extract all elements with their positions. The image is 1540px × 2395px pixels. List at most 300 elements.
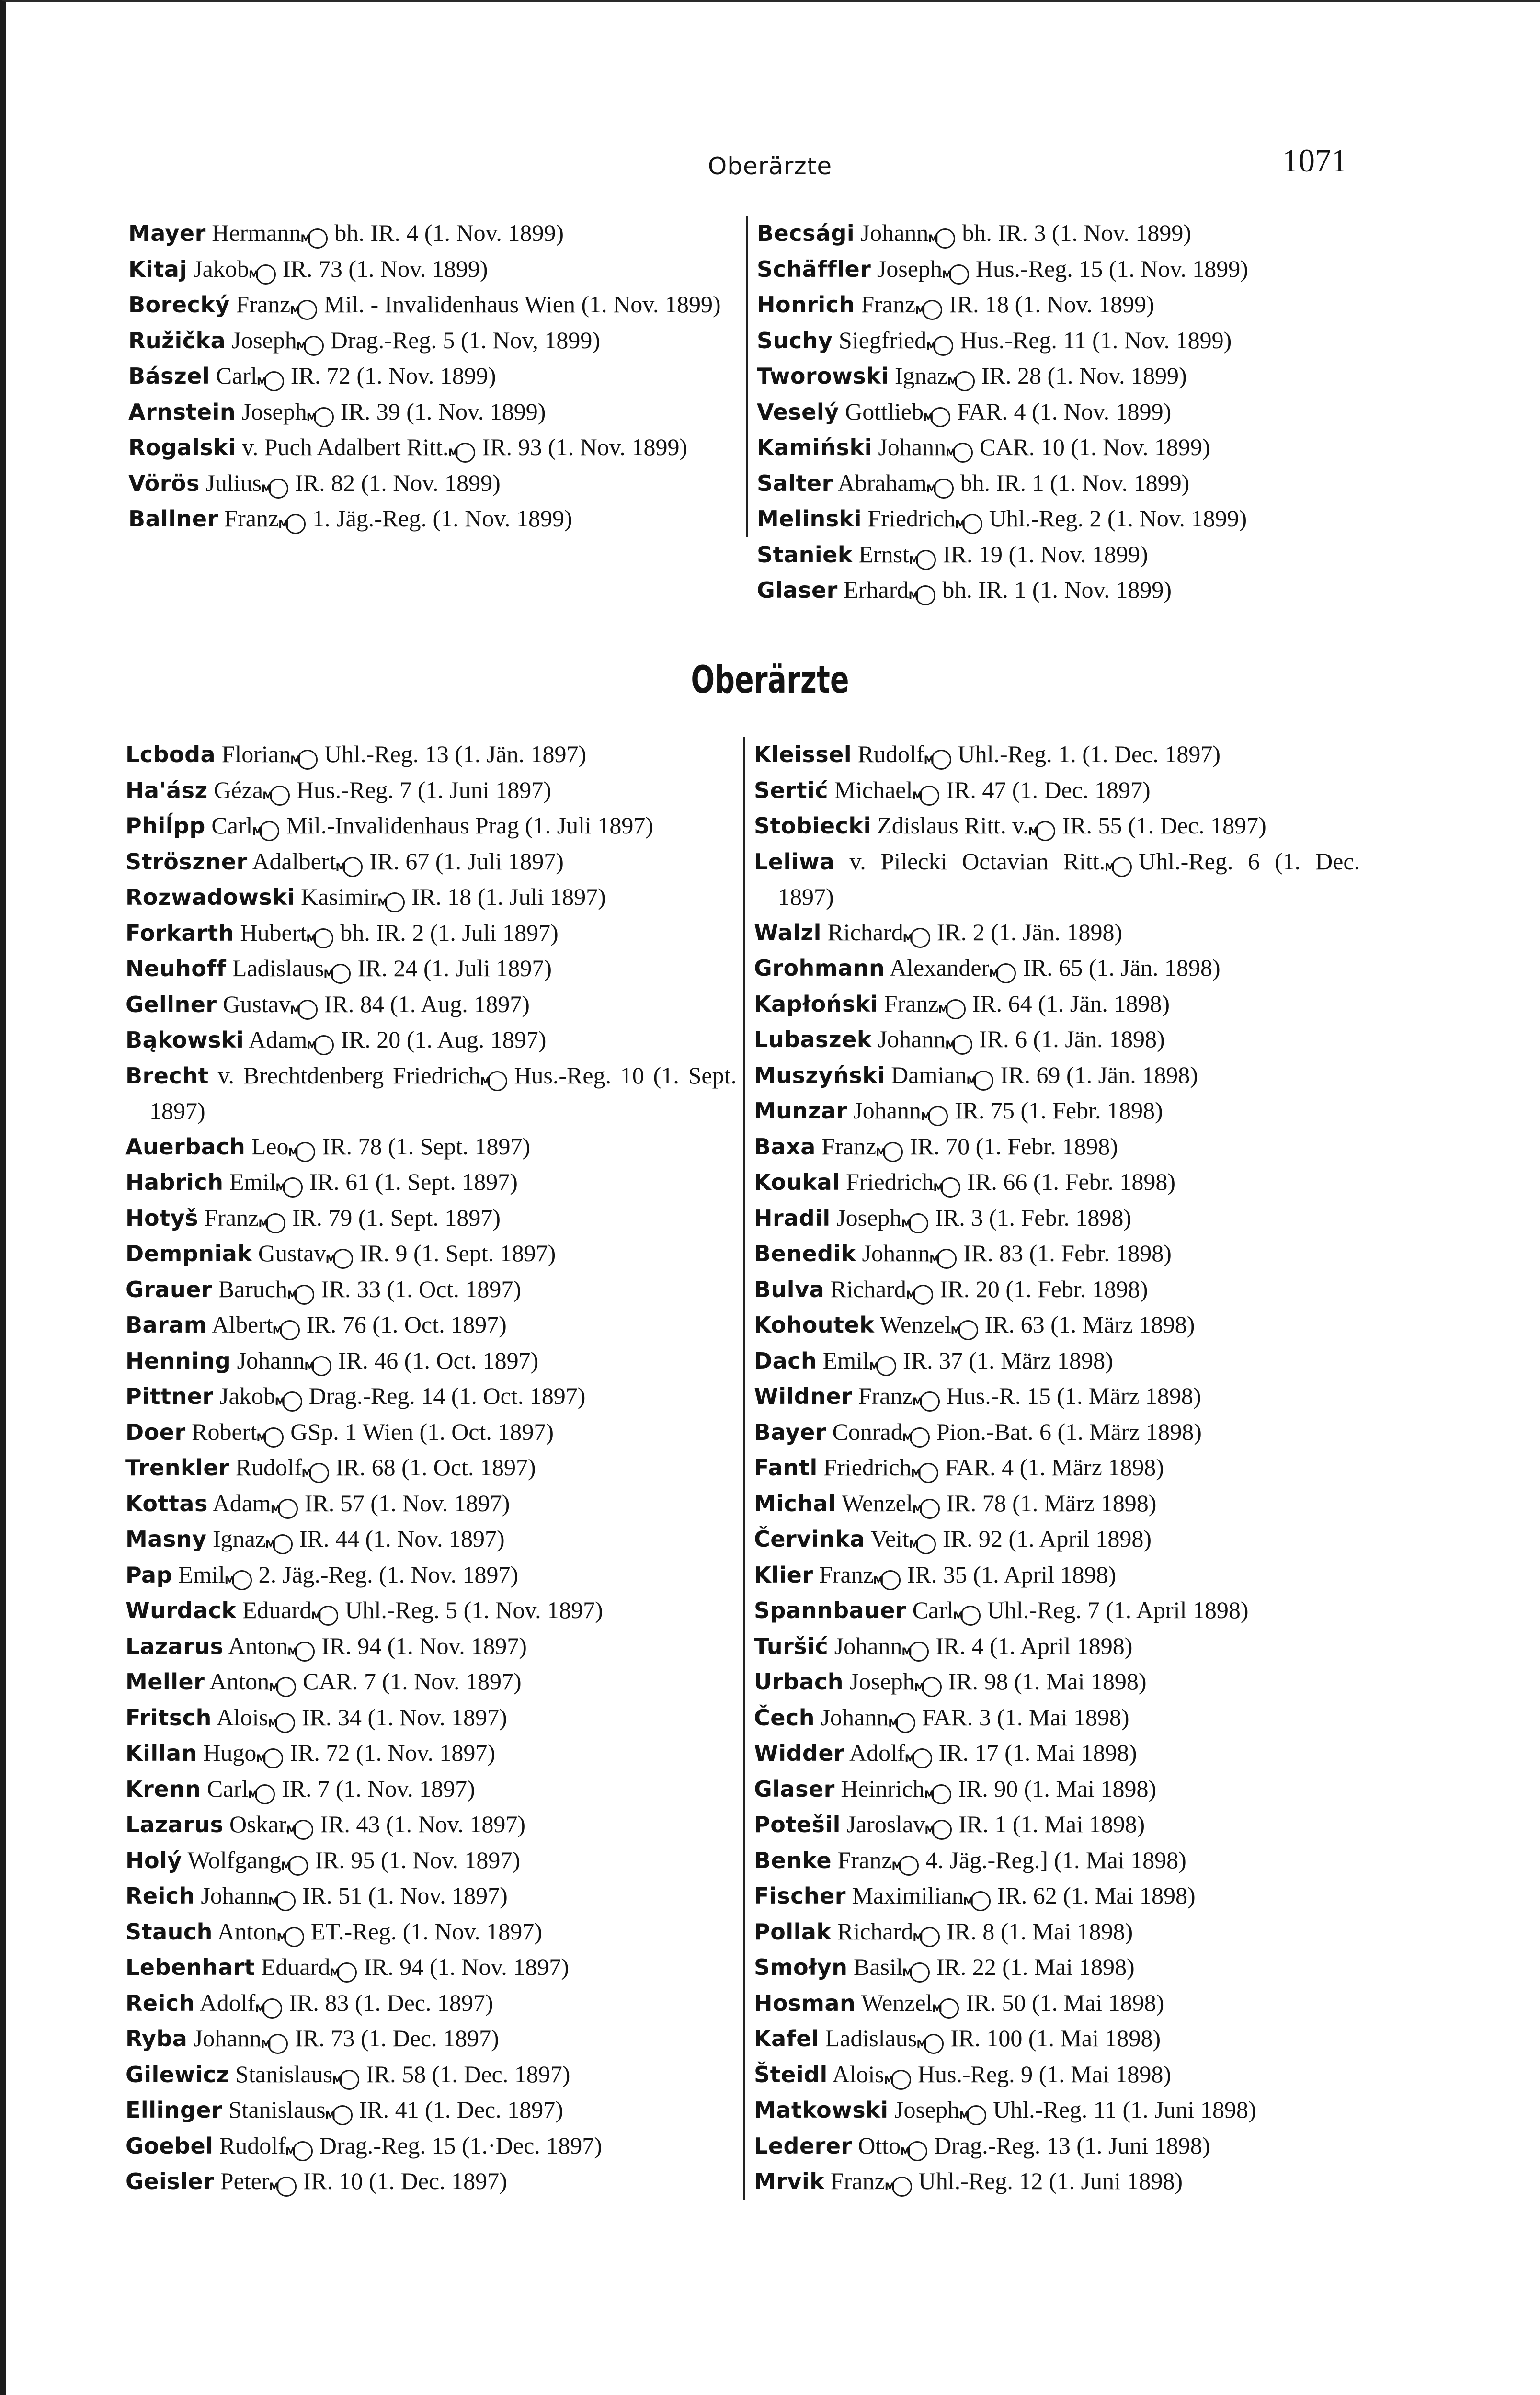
- entry-surname: Becsági: [757, 220, 855, 246]
- entry-surname: Reich: [125, 1883, 195, 1909]
- entry-given-name: Joseph: [877, 255, 942, 282]
- entry-surname: Widder: [754, 1740, 845, 1766]
- entry-unit-date: IR. 2 (1. Jän. 1898): [936, 918, 1123, 946]
- circled-m-icon: M: [318, 1606, 338, 1626]
- circled-m-icon: M: [342, 857, 363, 877]
- roster-entry: [754, 1629, 1360, 1665]
- entry-unit-date: Uhl.-Reg. 12 (1. Juni 1898): [918, 2167, 1183, 2194]
- roster-entry: [754, 1236, 1360, 1272]
- entry-surname: Ha'ász: [125, 777, 208, 803]
- entry-surname: Meller: [125, 1669, 205, 1695]
- circled-m-icon: M: [313, 928, 333, 948]
- circled-m-icon: M: [309, 1463, 329, 1483]
- entry-given-name: Carl: [912, 1597, 954, 1623]
- entry-unit-date: IR. 63 (1. März 1898): [984, 1311, 1195, 1338]
- roster-entry: [754, 1557, 1360, 1593]
- roster-entry: [757, 466, 1363, 502]
- entry-unit-date: IR. 9 (1. Sept. 1897): [359, 1240, 556, 1266]
- entry-unit-date: bh. IR. 1 (1. Nov. 1899): [942, 576, 1172, 603]
- circled-m-icon: M: [297, 300, 317, 320]
- circled-m-icon: M: [293, 2141, 313, 2161]
- entry-unit-date: Uhl.-Reg. 5 (1. Nov. 1897): [345, 1597, 603, 1623]
- roster-entry: [754, 1843, 1360, 1879]
- entry-surname: Potešil: [754, 1812, 841, 1837]
- circled-m-icon: M: [924, 2034, 944, 2054]
- entry-unit-date: IR. 20 (1. Febr. 1898): [939, 1275, 1148, 1302]
- entry-unit-date: IR. 4 (1. April 1898): [935, 1632, 1133, 1659]
- roster-entry: [125, 773, 737, 809]
- entry-surname: Melinski: [757, 506, 862, 532]
- entry-surname: Rozwadowski: [125, 884, 295, 910]
- roster-entry: [754, 2128, 1360, 2164]
- roster-entry: [125, 1843, 737, 1879]
- entry-unit-date: Uhl.-Reg. 11 (1. Juni 1898): [993, 2096, 1256, 2123]
- circled-m-icon: M: [910, 1427, 930, 1448]
- entry-surname: Kitaj: [128, 256, 187, 282]
- entry-unit-date: IR. 72 (1. Nov. 1897): [290, 1739, 496, 1766]
- circled-m-icon: M: [297, 1000, 318, 1020]
- circled-m-icon: M: [276, 2177, 297, 2197]
- roster-entry: [757, 358, 1363, 394]
- entry-surname: Urbach: [754, 1669, 844, 1695]
- roster-entry: [128, 287, 740, 323]
- entry-given-name: Hugo: [203, 1739, 257, 1766]
- entry-given-name: Alexander: [890, 954, 990, 981]
- entry-unit-date: Hus.-R. 15 (1. März 1898): [946, 1382, 1201, 1409]
- entry-given-name: Emil: [229, 1168, 276, 1195]
- roster-entry: [128, 251, 740, 287]
- entry-given-name: Jakob: [193, 255, 249, 282]
- circled-m-icon: M: [304, 336, 324, 356]
- entry-unit-date: ET.-Reg. (1. Nov. 1897): [310, 1917, 542, 1945]
- entry-surname: Grohmann: [754, 955, 885, 981]
- entry-given-name: Hubert: [240, 919, 307, 946]
- entry-unit-date: IR. 82 (1. Nov. 1899): [295, 469, 501, 496]
- entry-unit-date: IR. 94 (1. Nov. 1897): [364, 1953, 569, 1980]
- entry-given-name: Wenzel: [861, 1989, 933, 2016]
- entry-unit-date: 4. Jäg.-Reg.] (1. Mai 1898): [925, 1846, 1186, 1873]
- roster-entry: [125, 1236, 737, 1272]
- roster-entry: [754, 1807, 1360, 1843]
- roster-entry: [754, 1164, 1360, 1200]
- roster-entry: [125, 1450, 737, 1486]
- roster-entry: [754, 1950, 1360, 1985]
- roster-entry: [128, 216, 740, 251]
- entry-surname: Wurdack: [125, 1597, 237, 1623]
- circled-m-icon: M: [907, 2141, 927, 2161]
- circled-m-icon: M: [262, 1998, 282, 2019]
- entry-given-name: Franz: [224, 505, 279, 532]
- entry-given-name: Johann: [237, 1346, 305, 1374]
- roster-entry: [754, 1022, 1360, 1058]
- entry-unit-date: IR. 28 (1. Nov. 1899): [981, 362, 1187, 389]
- roster-entry: [754, 1735, 1360, 1771]
- circled-m-icon: M: [294, 1285, 314, 1305]
- entry-unit-date: IR. 66 (1. Febr. 1898): [967, 1168, 1176, 1195]
- entry-unit-date: IR. 64 (1. Jän. 1898): [972, 990, 1170, 1017]
- entry-surname: Brecht: [125, 1062, 209, 1089]
- entry-unit-date: Drag.-Reg. 13 (1. Juni 1898): [934, 2132, 1210, 2159]
- entry-unit-date: IR. 79 (1. Sept. 1897): [292, 1204, 501, 1231]
- entry-surname: Dach: [754, 1347, 817, 1374]
- circled-m-icon: M: [939, 1998, 959, 2019]
- entry-surname: Rogalski: [128, 434, 236, 460]
- roster-entry: [125, 2092, 737, 2128]
- circled-m-icon: M: [385, 892, 405, 912]
- entry-unit-date: IR. 33 (1. Oct. 1897): [321, 1275, 522, 1302]
- section-title: Oberärzte: [691, 659, 849, 702]
- circled-m-icon: M: [932, 1820, 952, 1840]
- entry-surname: Dempniak: [125, 1241, 252, 1266]
- circled-m-icon: M: [909, 1642, 929, 1662]
- entry-unit-date: IR. 67 (1. Juli 1897): [369, 847, 564, 875]
- entry-unit-date: IR. 83 (1. Dec. 1897): [289, 1989, 493, 2016]
- entry-unit-date: Uhl.-Reg. 7 (1. April 1898): [987, 1597, 1249, 1623]
- entry-unit-date: IR. 35 (1. April 1898): [907, 1561, 1117, 1588]
- roster-entry: [125, 1307, 737, 1343]
- entry-given-name: Franz: [837, 1846, 892, 1873]
- roster-entry: [125, 1914, 737, 1950]
- entry-given-name: Johann: [193, 2025, 262, 2052]
- entry-given-name: v. Brechtdenberg Friedrich: [217, 1061, 481, 1089]
- circled-m-icon: M: [876, 1356, 896, 1376]
- circled-m-icon: M: [1035, 821, 1055, 841]
- entry-unit-date: IR. 24 (1. Juli 1897): [357, 955, 552, 981]
- circled-m-icon: M: [311, 1356, 331, 1376]
- circled-m-icon: M: [232, 1570, 252, 1590]
- entry-unit-date: IR. 68 (1. Oct. 1897): [335, 1454, 536, 1481]
- entry-unit-date: IR. 92 (1. April 1898): [942, 1525, 1152, 1552]
- roster-entry: [128, 358, 740, 394]
- entry-unit-date: IR. 3 (1. Febr. 1898): [935, 1204, 1131, 1231]
- entry-unit-date: IR. 73 (1. Dec. 1897): [295, 2025, 499, 2052]
- entry-surname: Kohoutek: [754, 1312, 875, 1338]
- entry-unit-date: IR. 98 (1. Mai 1898): [948, 1668, 1147, 1695]
- entry-surname: Auerbach: [125, 1133, 246, 1160]
- entry-surname: Matkowski: [754, 2097, 889, 2123]
- main-right-column: [754, 737, 1360, 2200]
- circled-m-icon: M: [337, 1962, 357, 1983]
- circled-m-icon: M: [284, 1927, 304, 1947]
- circled-m-icon: M: [920, 1391, 940, 1412]
- roster-entry: [125, 1414, 737, 1450]
- entry-given-name: Jaroslav: [846, 1811, 925, 1837]
- entry-unit-date: CAR. 10 (1. Nov. 1899): [980, 433, 1210, 460]
- entry-surname: Ryba: [125, 2026, 188, 2052]
- entry-given-name: Peter: [220, 2167, 270, 2194]
- entry-surname: Lcboda: [125, 741, 216, 767]
- circled-m-icon: M: [265, 1213, 285, 1233]
- circled-m-icon: M: [920, 1927, 940, 1947]
- roster-entry: [754, 915, 1360, 951]
- circled-m-icon: M: [276, 1677, 296, 1697]
- entry-given-name: Johann: [834, 1632, 902, 1659]
- entry-given-name: Maximilian: [852, 1882, 964, 1909]
- entry-given-name: Zdislaus Ritt. v.: [877, 812, 1029, 839]
- entry-given-name: Rudolf: [857, 741, 924, 767]
- entry-unit-date: IR. 46 (1. Oct. 1897): [338, 1346, 539, 1374]
- entry-unit-date: GSp. 1 Wien (1. Oct. 1897): [290, 1418, 554, 1445]
- roster-entry: [754, 2021, 1360, 2057]
- entry-given-name: Heinrich: [841, 1775, 925, 1802]
- circled-m-icon: M: [455, 443, 475, 463]
- circled-m-icon: M: [256, 264, 276, 285]
- entry-given-name: Johann: [853, 1097, 921, 1124]
- entry-surname: Veselý: [757, 399, 839, 425]
- roster-entry: [125, 1771, 737, 1807]
- entry-given-name: Rudolf: [235, 1454, 302, 1481]
- entry-given-name: Michael: [834, 776, 913, 803]
- entry-given-name: Gustav: [223, 990, 291, 1017]
- circled-m-icon: M: [931, 1784, 951, 1804]
- entry-given-name: Franz: [204, 1204, 259, 1231]
- entry-unit-date: Mil. - Invalidenhaus Wien (1. Nov. 1899): [324, 291, 721, 318]
- entry-given-name: Leo: [251, 1132, 289, 1160]
- circled-m-icon: M: [268, 2034, 288, 2054]
- entry-unit-date: IR. 62 (1. Mai 1898): [997, 1882, 1196, 1909]
- entry-given-name: Ladislaus: [232, 955, 324, 981]
- entry-surname: Doer: [125, 1419, 186, 1445]
- entry-unit-date: IR. 93 (1. Nov. 1899): [482, 433, 688, 460]
- top-right-column: [757, 216, 1363, 608]
- entry-unit-date: Hus.-Reg. 15 (1. Nov. 1899): [975, 255, 1248, 282]
- entry-surname: Phiĺpp: [125, 813, 205, 839]
- entry-unit-date: IR. 57 (1. Nov. 1897): [304, 1489, 510, 1517]
- roster-entry: [754, 1664, 1360, 1700]
- entry-unit-date: Mil.-Invalidenhaus Prag (1. Juli 1897): [286, 812, 654, 839]
- roster-entry: [125, 1985, 737, 2021]
- circled-m-icon: M: [331, 964, 351, 984]
- entry-surname: Honrich: [757, 292, 855, 318]
- circled-m-icon: M: [891, 2070, 911, 2090]
- entry-given-name: Baruch: [218, 1275, 288, 1302]
- entry-unit-date: IR. 73 (1. Nov. 1899): [282, 255, 488, 282]
- roster-entry: [125, 1379, 737, 1414]
- roster-entry: [754, 1700, 1360, 1736]
- roster-entry: [757, 572, 1363, 608]
- running-head: Oberärzte: [707, 152, 833, 180]
- entry-given-name: Oskar: [229, 1811, 287, 1837]
- entry-unit-date: IR. 47 (1. Dec. 1897): [946, 776, 1151, 803]
- roster-entry: [754, 1486, 1360, 1522]
- entry-given-name: v. Pilecki Octavian Ritt.: [849, 847, 1106, 875]
- entry-surname: Benke: [754, 1847, 832, 1873]
- circled-m-icon: M: [910, 1962, 930, 1983]
- entry-given-name: Robert: [192, 1418, 257, 1445]
- roster-entry: [754, 773, 1360, 809]
- entry-surname: Grauer: [125, 1276, 213, 1302]
- entry-surname: Muszyński: [754, 1062, 885, 1088]
- entry-surname: Forkarth: [125, 920, 234, 946]
- entry-given-name: Hermann: [212, 219, 301, 246]
- entry-surname: Ellinger: [125, 2097, 223, 2123]
- circled-m-icon: M: [946, 999, 966, 1019]
- entry-unit-date: Uhl.-Reg. 2 (1. Nov. 1899): [989, 505, 1247, 532]
- entry-surname: Wildner: [754, 1383, 853, 1409]
- entry-surname: Fantl: [754, 1455, 818, 1481]
- entry-given-name: Florian: [221, 741, 291, 767]
- entry-given-name: Otto: [858, 2132, 901, 2159]
- circled-m-icon: M: [273, 1534, 293, 1554]
- circled-m-icon: M: [293, 1820, 313, 1840]
- roster-entry: [125, 1022, 737, 1058]
- circled-m-icon: M: [958, 1320, 978, 1340]
- circled-m-icon: M: [487, 1071, 507, 1091]
- entry-given-name: Julius: [205, 469, 262, 496]
- entry-given-name: Conrad: [832, 1418, 903, 1445]
- entry-given-name: Erhard: [844, 576, 909, 603]
- circled-m-icon: M: [259, 821, 279, 841]
- entry-unit-date: Drag.-Reg. 15 (1.·Dec. 1897): [319, 2132, 602, 2159]
- entry-surname: Sertić: [754, 777, 829, 803]
- entry-given-name: Ladislaus: [825, 2025, 917, 2052]
- entry-given-name: Friedrich: [846, 1168, 934, 1195]
- roster-entry: [754, 950, 1360, 986]
- entry-surname: Ballner: [128, 506, 218, 532]
- entry-given-name: Wenzel: [841, 1489, 913, 1517]
- entry-unit-date: bh. IR. 4 (1. Nov. 1899): [334, 219, 564, 246]
- circled-m-icon: M: [934, 479, 954, 499]
- roster-entry: [128, 466, 740, 502]
- circled-m-icon: M: [952, 1035, 972, 1055]
- roster-entry: [128, 394, 740, 430]
- entry-surname: Fritsch: [125, 1704, 212, 1731]
- circled-m-icon: M: [919, 786, 939, 806]
- entry-given-name: Carl: [211, 812, 253, 839]
- entry-surname: Spannbauer: [754, 1597, 907, 1623]
- roster-entry: [754, 1450, 1360, 1486]
- entry-surname: Bulva: [754, 1276, 825, 1302]
- roster-entry: [754, 1593, 1360, 1629]
- entry-surname: Benedik: [754, 1241, 856, 1266]
- circled-m-icon: M: [962, 514, 982, 534]
- entry-surname: Mayer: [128, 220, 206, 246]
- entry-given-name: Adam: [212, 1489, 271, 1517]
- entry-unit-date: FAR. 4 (1. Nov. 1899): [957, 398, 1172, 425]
- entry-unit-date: IR. 7 (1. Nov. 1897): [282, 1775, 475, 1802]
- entry-surname: Geisler: [125, 2168, 215, 2194]
- entry-surname: Červinka: [754, 1526, 865, 1552]
- roster-entry: [125, 1629, 737, 1665]
- entry-given-name: Anton: [209, 1668, 270, 1695]
- entry-unit-date: IR. 20 (1. Aug. 1897): [341, 1026, 547, 1053]
- entry-given-name: Gustav: [258, 1240, 326, 1266]
- entry-surname: Henning: [125, 1347, 231, 1374]
- circled-m-icon: M: [996, 963, 1016, 983]
- entry-unit-date: IR. 100 (1. Mai 1898): [950, 2025, 1161, 2052]
- entry-surname: Čech: [754, 1704, 815, 1731]
- entry-unit-date: IR. 72 (1. Nov. 1899): [290, 362, 496, 389]
- entry-unit-date: IR. 44 (1. Nov. 1897): [299, 1525, 505, 1552]
- entry-surname: Habrich: [125, 1169, 224, 1195]
- roster-entry: [754, 1914, 1360, 1950]
- roster-entry: [125, 1593, 737, 1629]
- roster-entry: [125, 2021, 737, 2057]
- entry-given-name: Wenzel: [879, 1311, 951, 1338]
- entry-unit-date: IR. 8 (1. Mai 1898): [947, 1917, 1133, 1945]
- entry-given-name: Anton: [217, 1917, 277, 1945]
- page-number: 1071: [1282, 142, 1347, 179]
- entry-given-name: Anton: [228, 1632, 288, 1659]
- entry-surname: Kamiński: [757, 434, 872, 460]
- entry-surname: Smołyn: [754, 1954, 848, 1980]
- entry-surname: Arnstein: [128, 399, 236, 425]
- circled-m-icon: M: [953, 443, 973, 463]
- circled-m-icon: M: [933, 336, 953, 356]
- entry-unit-date: FAR. 4 (1. März 1898): [945, 1454, 1164, 1481]
- entry-surname: Staniek: [757, 541, 853, 568]
- entry-surname: Šteidl: [754, 2061, 828, 2087]
- entry-unit-date: IR. 95 (1. Nov. 1897): [315, 1846, 521, 1873]
- circled-m-icon: M: [280, 1320, 300, 1340]
- entry-given-name: Kasimir: [301, 883, 378, 910]
- entry-given-name: Carl: [216, 362, 257, 389]
- roster-entry: [125, 1272, 737, 1308]
- entry-unit-date: IR. 6 (1. Jän. 1898): [979, 1026, 1165, 1052]
- circled-m-icon: M: [263, 1427, 284, 1448]
- entry-given-name: Richard: [837, 1917, 913, 1945]
- entry-surname: Pittner: [125, 1383, 214, 1409]
- roster-entry: [754, 844, 1360, 915]
- entry-unit-date: IR. 90 (1. Mai 1898): [958, 1775, 1157, 1802]
- entry-given-name: Basil: [853, 1953, 903, 1980]
- circled-m-icon: M: [297, 750, 318, 770]
- entry-surname: Salter: [757, 470, 833, 496]
- entry-given-name: Ignaz: [894, 362, 948, 389]
- entry-surname: Krenn: [125, 1776, 201, 1802]
- entry-given-name: Abraham: [837, 469, 927, 496]
- circled-m-icon: M: [916, 1534, 936, 1554]
- entry-unit-date: CAR. 7 (1. Nov. 1897): [303, 1668, 522, 1695]
- entry-unit-date: Drag.-Reg. 5 (1. Nov, 1899): [330, 326, 601, 354]
- roster-entry: [754, 2092, 1360, 2128]
- entry-given-name: Joseph: [241, 398, 307, 425]
- roster-entry: [125, 1878, 737, 1914]
- entry-given-name: Ernst: [858, 540, 910, 568]
- entry-unit-date: Drag.-Reg. 14 (1. Oct. 1897): [308, 1382, 586, 1409]
- entry-given-name: Géza: [214, 776, 263, 803]
- circled-m-icon: M: [295, 1142, 315, 1162]
- entry-surname: Pap: [125, 1562, 172, 1588]
- circled-m-icon: M: [940, 1177, 960, 1198]
- roster-entry: [125, 1557, 737, 1593]
- roster-entry: [125, 2164, 737, 2200]
- entry-surname: Michal: [754, 1490, 836, 1517]
- entry-given-name: Adam: [249, 1026, 308, 1053]
- entry-given-name: Johann: [862, 1240, 930, 1266]
- entry-surname: Baxa: [754, 1133, 816, 1160]
- circled-m-icon: M: [922, 1677, 942, 1697]
- entry-surname: Koukal: [754, 1169, 840, 1195]
- entry-surname: Lubaszek: [754, 1026, 872, 1052]
- entry-surname: Ružička: [128, 327, 226, 354]
- entry-unit-date: IR. 1 (1. Mai 1898): [958, 1811, 1145, 1837]
- entry-unit-date: IR. 41 (1. Dec. 1897): [359, 2096, 563, 2123]
- entry-surname: Stobiecki: [754, 813, 871, 839]
- entry-unit-date: IR. 39 (1. Nov. 1899): [340, 398, 546, 425]
- entry-given-name: Adalbert: [252, 847, 336, 875]
- circled-m-icon: M: [880, 1570, 901, 1590]
- entry-unit-date: bh. IR. 1 (1. Nov. 1899): [960, 469, 1190, 496]
- roster-entry: [757, 501, 1363, 537]
- circled-m-icon: M: [282, 1391, 302, 1412]
- entry-surname: Hosman: [754, 1990, 856, 2016]
- circled-m-icon: M: [908, 1213, 928, 1233]
- entry-surname: Ströszner: [125, 848, 248, 875]
- circled-m-icon: M: [970, 1891, 991, 1911]
- roster-entry: [754, 1985, 1360, 2021]
- roster-entry: [125, 1129, 737, 1165]
